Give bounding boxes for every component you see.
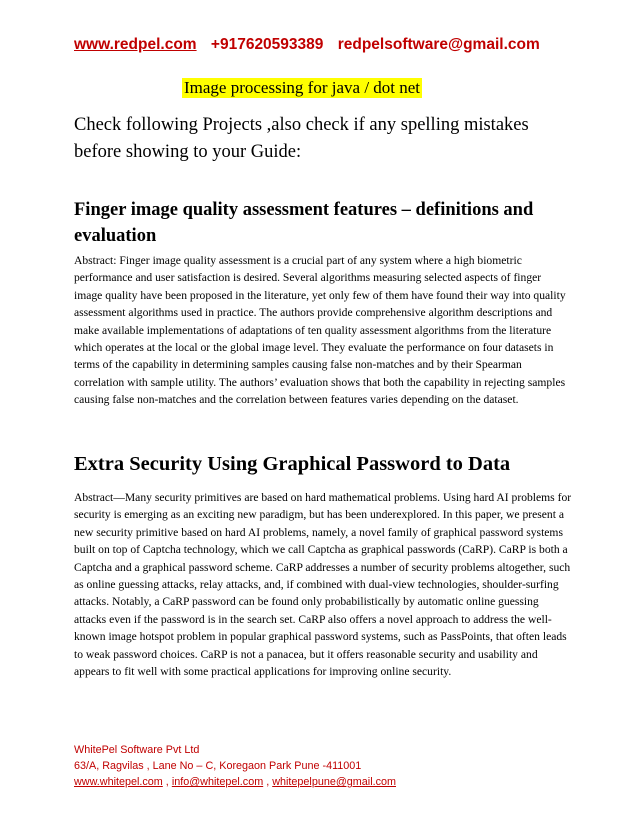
page-header (74, 36, 550, 54)
header-phone: +917620593389 (210, 36, 324, 53)
header-website-link[interactable]: www.redpel.com (74, 36, 197, 53)
footer-address: 63/A, Ragvilas , Lane No – C, Koregaon Park Pune -411001 (74, 760, 362, 772)
project-1-title: Finger image quality assessment features – definitions and evaluation (74, 200, 534, 246)
footer-company: WhitePel Software Pvt Ltd (74, 744, 200, 756)
project-1-abstract: Abstract: Finger image quality assessment is a crucial part of any system where a high biometric performance and user satisfaction is desired. Several algorithms measuring selected aspects of finger image quality have been proposed in the literature, yet only few of them have found their way into quality assessment algorithms used in practice. The authors provide comprehensive algorithm descriptions and make available implementations of adaptations of ten quality assessment algorithms from the literature which operates at the local or the global image level. They evaluate the performance on four datasets in terms of the capability in determining samples causing false non-matches and by their Spearman correlation with sample utility. The authors’ evaluation shows that both the capability in rejecting samples causing false non-matches and the correlation between features varies depending on the dataset. (74, 254, 566, 407)
page-footer (74, 742, 396, 790)
footer-separator: , (263, 776, 273, 788)
project-2-title: Extra Security Using Graphical Password to Data (74, 453, 511, 475)
footer-website-link[interactable]: www.whitepel.com (74, 776, 163, 788)
footer-contacts (74, 774, 396, 790)
intro-text: Check following Projects ,also check if any spelling mistakes before showing to your Guide: (74, 115, 529, 162)
header-email: redpelsoftware@gmail.com (337, 36, 540, 53)
project-2-abstract: Abstract—Many security primitives are based on hard mathematical problems. Using hard AI problems for security is emerging as an exciting new paradigm, but has been underexplored. In this paper, we present a new security primitive based on hard AI problems, namely, a novel family of graphical password systems built on top of Captcha technology, which we call Captcha as graphical passwords (CaRP). CaRP is both a Captcha and a graphical password scheme. CaRP addresses a number of security problems altogether, such as online guessing attacks, relay attacks, and, if combined with dual-view technologies, shoulder-surfing attacks. Notably, a CaRP password can be found only probabilistically by automatic online guessing attacks even if the password is in the search set. CaRP also offers a novel approach to address the well-known image hotspot problem in popular graphical password systems, such as PassPoints, that often leads to weak password choices. CaRP is not a panacea, but it offers reasonable security and usability and appears to fit well with some practical applications for improving online security. (74, 491, 572, 679)
topic-banner: Image processing for java / dot net (184, 78, 421, 97)
footer-email-link-pune[interactable]: whitepelpune@gmail.com (272, 776, 396, 788)
footer-email-link-info[interactable]: info@whitepel.com (171, 776, 264, 788)
footer-separator: , (162, 776, 172, 788)
